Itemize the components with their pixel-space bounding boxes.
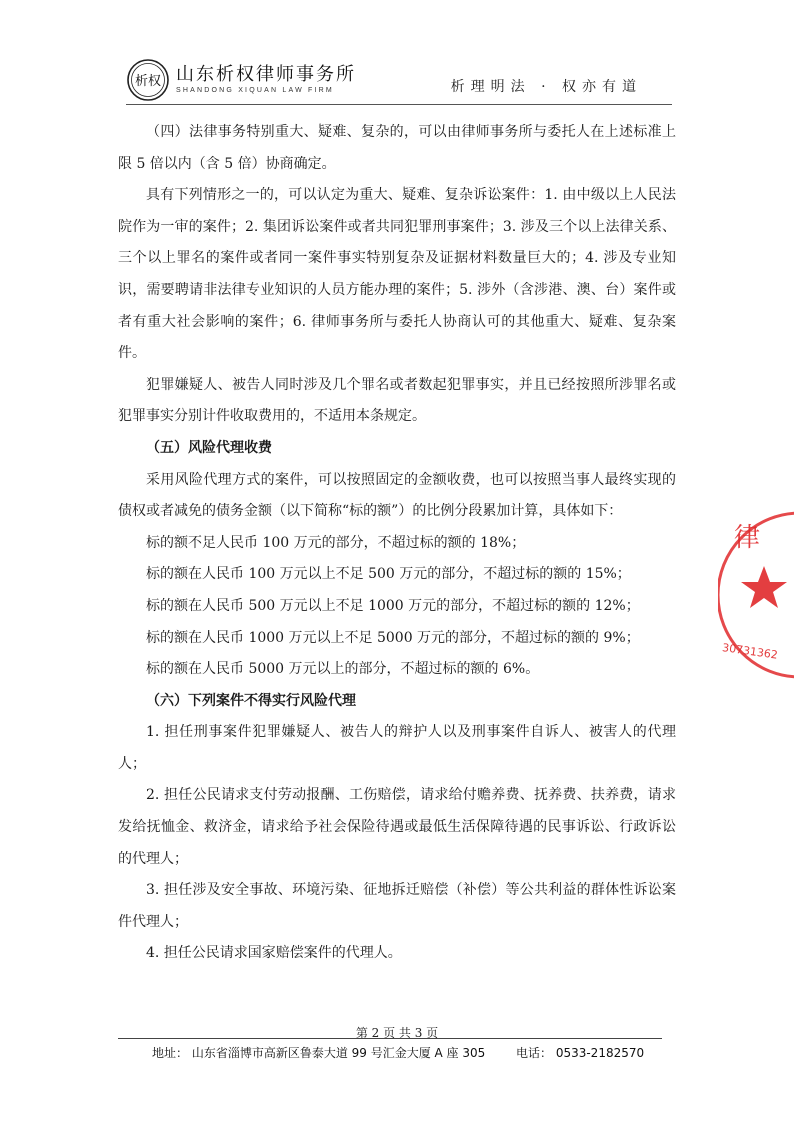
excluded-case-item: 4. 担任公民请求国家赔偿案件的代理人。: [146, 945, 402, 962]
paragraph-risk-fee-intro: 采用风险代理方式的案件，可以按照固定的金额收费，也可以按照当事人最终实现的债权或者减免的债务金额（以下简称“标的额”）的比例分段累加计算，具体如下：: [118, 471, 676, 520]
fee-tier: 标的额在人民币 100 万元以上不足 500 万元的部分，不超过标的额的 15%；: [146, 566, 631, 583]
seal-star-icon: [741, 566, 787, 608]
document-body: [118, 117, 676, 970]
letterhead: [126, 54, 672, 104]
page-number: 第 2 页 共 3 页: [355, 1026, 439, 1040]
section-heading-excluded-cases: （六）下列案件不得实行风险代理: [146, 692, 356, 709]
seal-number: 30731362: [721, 641, 779, 662]
firm-name-cn: 山东析权律师事务所: [176, 64, 356, 85]
official-seal-stamp: [718, 500, 794, 690]
firm-name-en: SHANDONG XIQUAN LAW FIRM: [176, 87, 334, 94]
fee-tier: 标的额在人民币 5000 万元以上的部分，不超过标的额的 6%。: [146, 661, 540, 678]
firm-motto: 析理明法 · 权亦有道: [450, 79, 642, 95]
paragraph-complex-criteria: 具有下列情形之一的，可以认定为重大、疑难、复杂诉讼案件：1. 由中级以上人民法院作为一审的案件；2. 集团诉讼案件或者共同犯罪刑事案件；3. 涉及三个以上法律关系、三个以上罪名的案件或者同一案件事实特别复杂及证据材料数量巨大的；4. 涉及专业知识，需要聘请非法律专业知识的人员方能办理的案件；5. 涉外（含涉港、澳、台）案件或者有重大社会影响的案件；6. 律师事务所与委托人协商认可的其他重大、疑难、复杂案件。: [118, 187, 676, 362]
fee-tier: 标的额不足人民币 100 万元的部分，不超过标的额的 18%；: [146, 534, 526, 551]
logo-glyph: 析权: [134, 74, 162, 89]
footer-divider: [118, 1038, 662, 1039]
excluded-case-item: 2. 担任公民请求支付劳动报酬、工伤赔偿，请求给付赡养费、抚养费、扶养费，请求发给抚恤金、救济金，请求给予社会保险待遇或最低生活保障待遇的民事诉讼、行政诉讼的代理人；: [118, 787, 676, 867]
fee-tier: 标的额在人民币 500 万元以上不足 1000 万元的部分，不超过标的额的 12%；: [146, 597, 640, 614]
paragraph-multiple-charges: 犯罪嫌疑人、被告人同时涉及几个罪名或者数起犯罪事实，并且已经按照所涉罪名或犯罪事实分别计件收取费用的，不适用本条规定。: [118, 376, 676, 425]
excluded-case-item: 1. 担任刑事案件犯罪嫌疑人、被告人的辩护人以及刑事案件自诉人、被害人的代理人；: [118, 724, 676, 772]
footer-address: 地址： 山东省淄博市高新区鲁泰大道 99 号汇金大厦 A 座 305: [152, 1046, 486, 1060]
section-heading-risk-fee: （五）风险代理收费: [146, 439, 272, 456]
header-divider: [126, 104, 672, 105]
footer-phone: 电话： 0533-2182570: [516, 1046, 645, 1060]
excluded-case-item: 3. 担任涉及安全事故、环境污染、征地拆迁赔偿（补偿）等公共利益的群体性诉讼案件代理人；: [118, 882, 676, 930]
fee-tier: 标的额在人民币 1000 万元以上不足 5000 万元的部分，不超过标的额的 9%；: [146, 629, 640, 646]
firm-logo-icon: [126, 58, 170, 102]
seal-text: 律: [734, 523, 761, 553]
paragraph-complex-cases: （四）法律事务特别重大、疑难、复杂的，可以由律师事务所与委托人在上述标准上限 5 倍以内（含 5 倍）协商确定。: [118, 124, 676, 172]
